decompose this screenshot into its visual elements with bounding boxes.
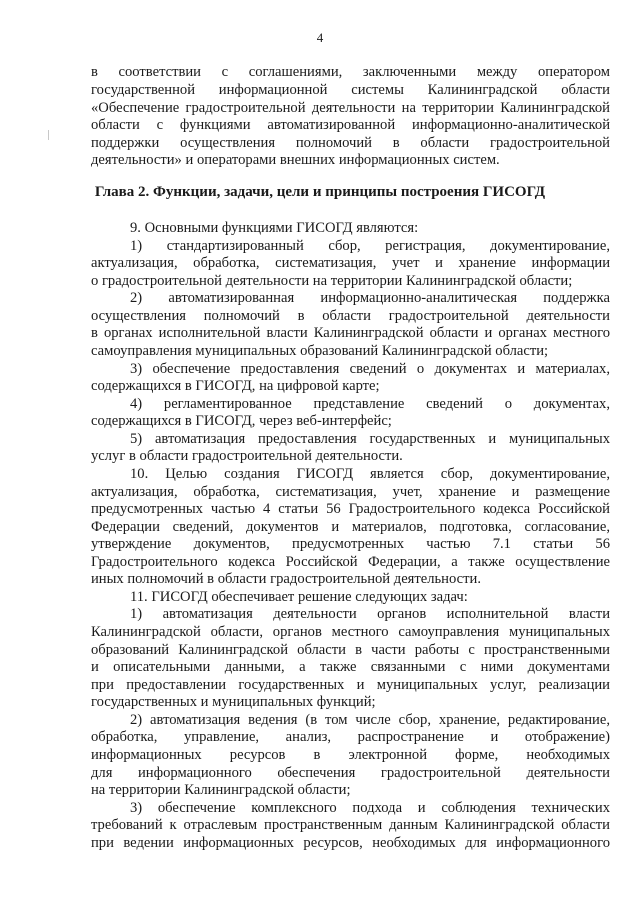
text-line: 3) обеспечение предоставления сведений о документах и материалах, [130,361,610,377]
text-line: 4) регламентированное представление сведений о документах, [130,396,610,412]
text-line: для информационного обеспечения градостроительной деятельности [91,765,610,781]
text-line: 3) обеспечение комплексного подхода и соблюдения технических [130,800,610,816]
text-line: 2) автоматизация ведения (в том числе сбор, хранение, редактирование, [130,712,610,728]
text-line: образований Калининградской области в части работы с пространственными [91,642,610,658]
text-line: информационных ресурсов в электронной форме, необходимых [91,747,610,763]
text-line: области с функциями автоматизированной информационно-аналитической [91,117,610,133]
text-line: предусмотренных частью 4 статьи 56 Градостроительного кодекса Российской [91,501,610,517]
text-line: в соответствии с соглашениями, заключенными между оператором [91,64,610,80]
text-line: иных полномочий в области градостроительной деятельности. [91,571,481,587]
text-line: 9. Основными функциями ГИСОГД являются: [130,220,419,236]
text-line: требований к отраслевым пространственным данным Калининградской области [91,817,610,833]
text-line: поддержки осуществления полномочий в области градостроительной [91,135,610,151]
text-line: 5) автоматизация предоставления государственных и муниципальных [130,431,610,447]
text-line: 11. ГИСОГД обеспечивает решение следующих задач: [130,589,468,605]
text-line: содержащихся в ГИСОГД, через веб-интерфейс; [91,413,392,429]
text-line: государственной информационной системы Калининградской области [91,82,610,98]
text-line: деятельности» и операторами внешних информационных систем. [91,152,500,168]
text-line: Градостроительного кодекса Российской Федерации, а также осуществление [91,554,610,570]
text-line: актуализация, обработка, систематизация, учет, хранение и размещение [91,484,610,500]
text-line: и описательными данными, а также связанными с ними документами [91,659,610,675]
text-line: при ведении информационных ресурсов, необходимых для информационного [91,835,610,851]
text-line: Калининградской области, органов местного самоуправления муниципальных [91,624,610,640]
text-line: услуг в области градостроительной деятельности. [91,448,403,464]
text-line: на территории Калининградской области; [91,782,351,798]
text-line: утверждение документов, предусмотренных частью 7.1 статьи 56 [91,536,610,552]
text-line: содержащихся в ГИСОГД, на цифровой карте; [91,378,380,394]
text-line: 1) стандартизированный сбор, регистрация, документирование, [130,238,610,254]
text-line: осуществления полномочий в области градостроительной деятельности [91,308,610,324]
text-line: обработка, управление, анализ, распространение и отображение) [91,729,610,745]
text-line: 2) автоматизированная информационно-аналитическая поддержка [130,290,610,306]
text-line: самоуправления муниципальных образований Калининградской области; [91,343,549,359]
text-line: государственных и муниципальных функций; [91,694,376,710]
text-line: в органах исполнительной власти Калининградской области и органах местного [91,325,610,341]
margin-mark [48,130,49,140]
text-line: актуализация, обработка, систематизация, учет и хранение информации [91,255,610,271]
text-line: при предоставлении государственных и муниципальных услуг, реализации [91,677,610,693]
page-number: 4 [316,30,324,45]
text-line: 1) автоматизация деятельности органов исполнительной власти [130,606,610,622]
text-line: «Обеспечение градостроительной деятельности на территории Калининградской [91,100,610,116]
text-line: 10. Целью создания ГИСОГД является сбор, документирование, [130,466,610,482]
text-line: о градостроительной деятельности на территории Калининградской области; [91,273,573,289]
text-line: Федерации сведений, документов и материалов, подготовка, согласование, [91,519,610,535]
chapter-heading: Глава 2. Функции, задачи, цели и принципы построения ГИСОГД [94,184,546,200]
